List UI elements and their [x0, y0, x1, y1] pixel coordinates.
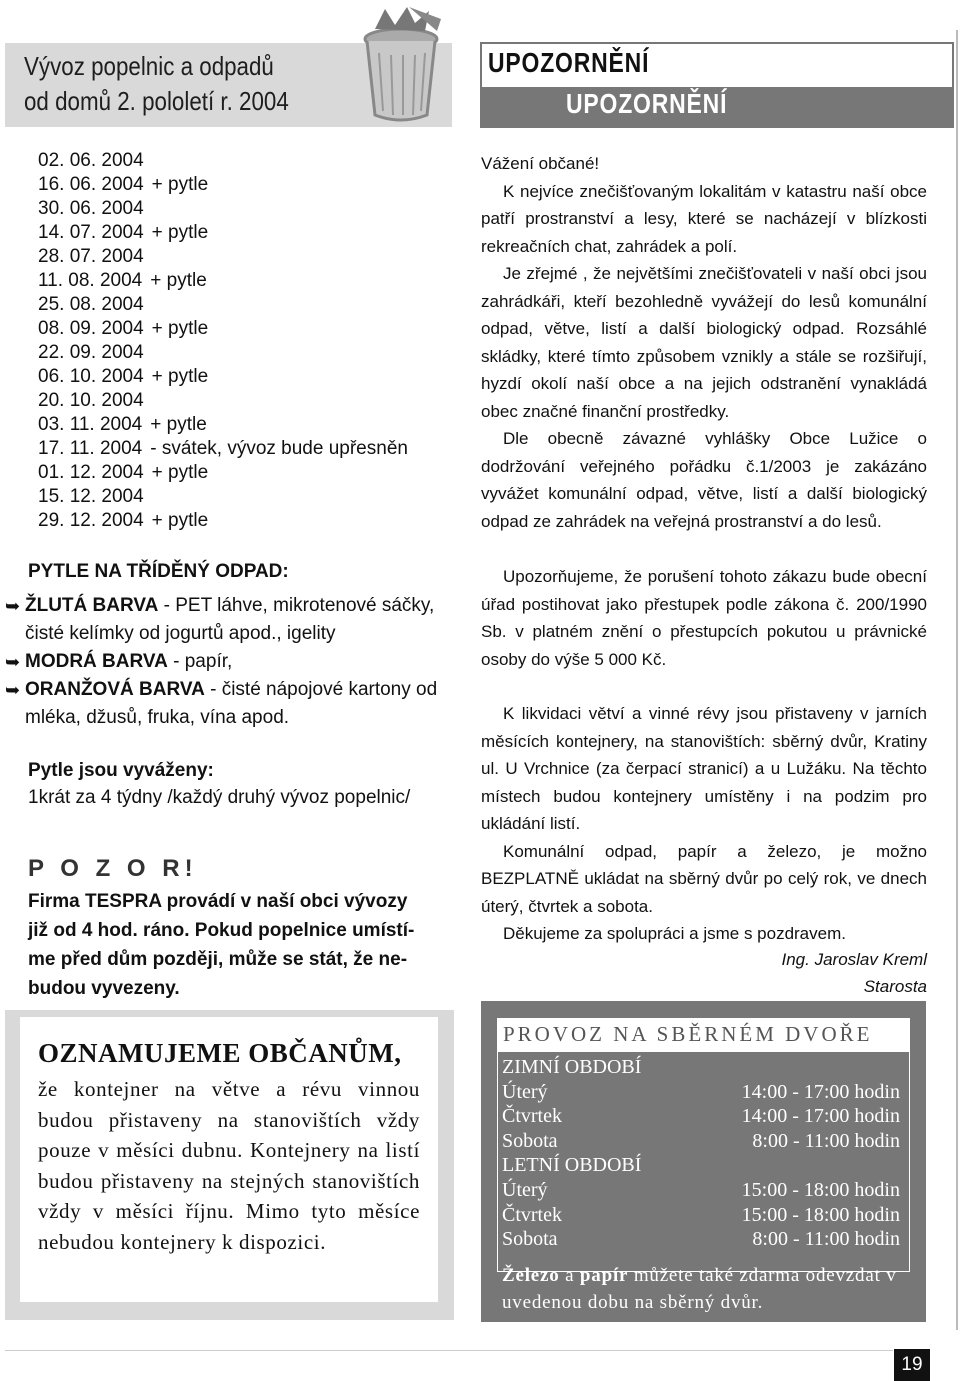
schedule-row: [38, 293, 458, 317]
hours-row: [502, 1227, 900, 1252]
article-block-3: [481, 700, 927, 948]
article-paragraph: K nejvíce znečišťovaným lokalitám v katastru naší obce patří prostranství a lesy, které se nacházejí v blízkosti rekreačních chat, zahrádek a polí.: [481, 181, 927, 256]
article-block-2: [481, 563, 927, 673]
bag-description: - papír,: [167, 651, 233, 672]
bag-color: MODRÁ BARVA: [25, 651, 168, 672]
bag-item: [5, 648, 450, 676]
schedule-date: 08. 09. 2004: [38, 318, 144, 339]
hours: 14:00 - 17:00 hodin: [741, 1105, 900, 1128]
hours: 8:00 - 11:00 hodin: [752, 1228, 900, 1251]
day: Úterý: [502, 1178, 548, 1201]
bag-item: [5, 676, 450, 732]
schedule-row: [38, 245, 458, 269]
arrow-icon: ➥: [5, 652, 21, 672]
day: Sobota: [502, 1228, 558, 1251]
schedule-date: 22. 09. 2004: [38, 342, 144, 363]
hours: 15:00 - 18:00 hodin: [741, 1178, 900, 1201]
schedule-row: [38, 509, 458, 533]
footer-rule: [5, 1350, 893, 1351]
hours-row: [502, 1104, 900, 1129]
schedule-date: 20. 10. 2004: [38, 390, 144, 411]
notice-title: OZNAMUJEME OBČANŮM,: [38, 1038, 402, 1068]
schedule-date: 11. 08. 2004: [38, 270, 143, 291]
hours-row: [502, 1203, 900, 1228]
schedule-note: + pytle: [151, 366, 209, 387]
bags-title: PYTLE NA TŘÍDĚNÝ ODPAD:: [28, 561, 289, 582]
pozor-line: budou vyvezeny.: [28, 978, 180, 999]
schedule-date: 15. 12. 2004: [38, 486, 144, 507]
schedule-row: [38, 413, 458, 437]
schedule-row: [38, 269, 458, 293]
schedule-date: 30. 06. 2004: [38, 198, 144, 219]
schedule-date: 02. 06. 2004: [38, 150, 144, 171]
day: Sobota: [502, 1129, 558, 1152]
pozor-line: Firma TESPRA provádí v naší obci vývozy: [28, 891, 408, 912]
article-paragraph: Děkujeme za spolupráci a jsme s pozdravem.: [503, 924, 846, 943]
pozor-line: me před dům později, může se stát, že ne-: [28, 949, 408, 970]
bag-description: - čisté nápojové kartony od mléka, džusů, fruka, vína apod.: [25, 679, 438, 728]
hours-row: [502, 1129, 900, 1154]
note-and: a: [559, 1265, 580, 1286]
schedule-row: [38, 149, 458, 173]
yard-note: [502, 1262, 902, 1316]
schedule-date: 17. 11. 2004: [38, 438, 143, 459]
article-paragraph: Dle obecně závazné vyhlášky Obce Lužice o dodržování veřejného pořádku č.1/2003 je zakázáno vyvážet komunální odpad, větve, listí a další biologický odpad ze zahrádek na veřejná prostranství a do lesů.: [481, 429, 927, 531]
bag-color: ORANŽOVÁ BARVA: [25, 679, 205, 700]
notice-text: že kontejner na větve a révu vinnou budou přistaveny na stanovištích vždy pouze v měsíci dubnu. Kontejnery na listí budou přistaveny na stejných stanovištích vždy v měsíci říjnu. Mimo tyto měsíce nebudou kontejnery k dispozici.: [38, 1077, 420, 1254]
article-paragraph: K likvidaci větví a vinné révy jsou přistaveny v jarních měsících kontejnery, na stanovištích: sběrný dvůr, Kratiny ul. U Vrchnice (za čerpací stranicí) a u Lužáku. Na těchto místech budou kontejnery umístěny i na podzim pro ukládání listí.: [481, 704, 927, 833]
greeting: Vážení občané!: [481, 154, 600, 173]
schedule-note: + pytle: [151, 462, 209, 483]
schedule-row: [38, 437, 458, 461]
note-iron: Železo: [502, 1265, 560, 1286]
day: Úterý: [502, 1080, 548, 1103]
warning-heading: UPOZORNĚNÍ: [488, 47, 650, 78]
frequency-title: Pytle jsou vyváženy:: [28, 760, 214, 781]
schedule-row: [38, 221, 458, 245]
pozor-text: [28, 887, 456, 1003]
arrow-icon: ➥: [5, 596, 21, 616]
summer-label: LETNÍ OBDOBÍ: [502, 1154, 642, 1177]
schedule-date: 29. 12. 2004: [38, 510, 144, 531]
article-paragraph: Komunální odpad, papír a železo, je možno BEZPLATNĚ ukládat na sběrný dvůr po celý rok, ve dnech úterý, čtvrtek a sobota.: [481, 841, 927, 916]
day: Čtvrtek: [502, 1203, 562, 1226]
yard-title: PROVOZ NA SBĚRNÉM DVOŘE: [503, 1022, 873, 1046]
schedule-row: [38, 197, 458, 221]
title-line-2: od domů 2. pololetí r. 2004: [24, 86, 289, 116]
bag-color: ŽLUTÁ BARVA: [25, 595, 159, 616]
page-number: 19: [901, 1354, 923, 1375]
hours-row: [502, 1080, 900, 1105]
pozor-title: P O Z O R!: [28, 855, 198, 882]
bag-list: [5, 592, 450, 732]
schedule-date: 25. 08. 2004: [38, 294, 144, 315]
schedule-note: - svátek, vývoz bude upřesněn: [150, 438, 408, 459]
schedule-date: 28. 07. 2004: [38, 246, 144, 267]
schedule-date: 01. 12. 2004: [38, 462, 144, 483]
hours: 8:00 - 11:00 hodin: [752, 1129, 900, 1152]
title-line-1: Vývoz popelnic a odpadů: [24, 51, 274, 81]
schedule-row: [38, 485, 458, 509]
schedule-row: [38, 341, 458, 365]
article-paragraph: Upozorňujeme, že porušení tohoto zákazu bude obecní úřad postihovat jako přestupek podle zákona č. 200/1990 Sb. v platném znění o přestupcích pokutou u právnické osoby do výše 5 000 Kč.: [481, 567, 927, 669]
schedule-date: 16. 06. 2004: [38, 174, 144, 195]
bag-item: [5, 592, 450, 648]
hours: 15:00 - 18:00 hodin: [741, 1203, 900, 1226]
schedule-row: [38, 173, 458, 197]
note-rest: můžete také zdarma odevzdat v uvedenou dobu na sběrný dvůr.: [502, 1265, 897, 1313]
schedule-note: + pytle: [151, 174, 209, 195]
signature-name: Ing. Jaroslav Kreml: [781, 950, 927, 969]
warning-heading-repeat: UPOZORNĚNÍ: [566, 88, 728, 119]
schedule-note: + pytle: [151, 222, 209, 243]
schedule-date: 14. 07. 2004: [38, 222, 144, 243]
article-block-1: [481, 150, 927, 535]
frequency-text: 1krát za 4 týdny /každý druhý vývoz popelnic/: [28, 787, 411, 808]
hours: 14:00 - 17:00 hodin: [741, 1080, 900, 1103]
pozor-line: již od 4 hod. ráno. Pokud popelnice umístí-: [28, 920, 415, 941]
schedule-note: + pytle: [150, 414, 207, 435]
trash-bin-icon: [355, 5, 447, 125]
schedule-date: 03. 11. 2004: [38, 414, 143, 435]
schedule-row: [38, 365, 458, 389]
page-title: [24, 49, 308, 119]
schedule-date: 06. 10. 2004: [38, 366, 144, 387]
column-divider: [956, 30, 958, 1330]
signature: [700, 946, 927, 1000]
signature-role: Starosta: [863, 977, 927, 996]
schedule-row: [38, 317, 458, 341]
hours-row: [502, 1178, 900, 1203]
schedule-note: + pytle: [151, 318, 209, 339]
winter-label: ZIMNÍ OBDOBÍ: [502, 1056, 642, 1078]
schedule-note: + pytle: [151, 510, 209, 531]
article-paragraph: Je zřejmé , že největšími znečišťovateli v naší obci jsou zahrádkáři, kteří bezohledně vyvážejí do lesů komunální odpad, větve, listí a další biologický odpad. Rozsáhlé skládky, které tímto způsobem vznikly a stále se rozšiřují, hyzdí okolí naší obce a na jejich odstranění vynakládá obec značné finanční prostředky.: [481, 264, 927, 421]
note-paper: papír: [579, 1265, 629, 1286]
yard-hours-table: [502, 1055, 900, 1252]
collection-schedule: [38, 149, 458, 533]
schedule-row: [38, 461, 458, 485]
arrow-icon: ➥: [5, 680, 21, 700]
schedule-row: [38, 389, 458, 413]
schedule-note: + pytle: [150, 270, 207, 291]
bag-description: - PET láhve, mikrotenové sáčky, čisté kelímky od jogurtů apod., igelity: [25, 595, 435, 644]
day: Čtvrtek: [502, 1105, 562, 1128]
